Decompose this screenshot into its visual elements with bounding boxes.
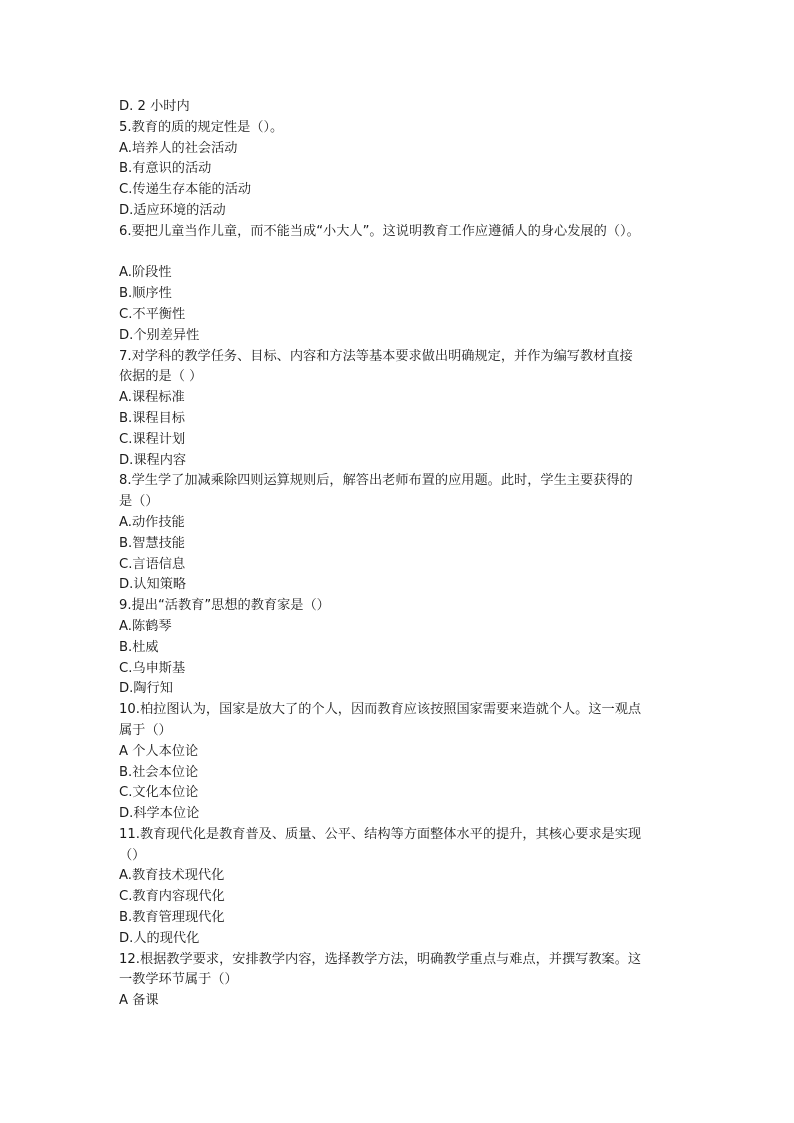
question-10-cont: 属于（） xyxy=(119,722,172,738)
option-line: D.陶行知 xyxy=(119,681,173,697)
option-line: A.课程标准 xyxy=(119,390,185,406)
question-12-cont: 一教学环节属于（） xyxy=(119,972,238,988)
question-7: 7.对学科的教学任务、目标、内容和方法等基本要求做出明确规定，并作为编写教材直接 xyxy=(119,348,633,364)
question-8: 8.学生学了加减乘除四则运算规则后，解答出老师布置的应用题。此时，学生主要获得的 xyxy=(119,473,633,489)
option-line: A.培养人的社会活动 xyxy=(119,140,238,156)
option-line: C.不平衡性 xyxy=(119,306,186,322)
question-5: 5.教育的质的规定性是（）。 xyxy=(119,119,284,135)
option-line: D.科学本位论 xyxy=(119,806,200,822)
option-line: C.言语信息 xyxy=(119,556,186,572)
option-line: B.课程目标 xyxy=(119,410,185,426)
question-10: 10.柏拉图认为，国家是放大了的个人，因而教育应该按照国家需要来造就个人。这一观点 xyxy=(119,702,642,718)
question-9: 9.提出“活教育”思想的教育家是（） xyxy=(119,598,330,614)
option-line: A 备课 xyxy=(119,993,159,1009)
question-12: 12.根据教学要求，安排教学内容，选择教学方法，明确教学重点与难点，并撰写教案。这 xyxy=(119,951,642,967)
option-line: C.课程计划 xyxy=(119,431,186,447)
option-line: C.传递生存本能的活动 xyxy=(119,182,252,198)
option-line: D.认知策略 xyxy=(119,577,187,593)
option-line: A.动作技能 xyxy=(119,514,185,530)
question-11-cont: （） xyxy=(119,847,146,863)
option-line: C.文化本位论 xyxy=(119,785,199,801)
option-line: B.智慧技能 xyxy=(119,535,185,551)
option-line: D.适应环境的活动 xyxy=(119,202,226,218)
option-line: B.教育管理现代化 xyxy=(119,910,225,926)
option-line: A.陈鹤琴 xyxy=(119,618,172,634)
option-line: B.有意识的活动 xyxy=(119,161,212,177)
option-line: D.个别差异性 xyxy=(119,327,200,343)
question-11: 11.教育现代化是教育普及、质量、公平、结构等方面整体水平的提升，其核心要求是实现 xyxy=(119,826,642,842)
option-line: D. 2 小时内 xyxy=(119,99,190,114)
option-line: C.教育内容现代化 xyxy=(119,889,225,905)
option-line: D.课程内容 xyxy=(119,452,187,468)
question-7-cont: 依据的是（ ） xyxy=(119,369,203,385)
question-8-cont: 是（） xyxy=(119,494,159,510)
document-body xyxy=(119,97,679,1012)
option-line: C.乌申斯基 xyxy=(119,660,186,676)
option-line: A 个人本位论 xyxy=(119,743,199,759)
option-line: A.教育技术现代化 xyxy=(119,868,225,884)
option-line: B.社会本位论 xyxy=(119,764,199,780)
option-line: B.杜威 xyxy=(119,639,159,655)
option-line: A.阶段性 xyxy=(119,265,172,281)
question-6: 6.要把儿童当作儿童，而不能当成“小大人”。这说明教育工作应遵循人的身心发展的（）。 xyxy=(119,223,640,239)
option-line: B.顺序性 xyxy=(119,286,172,302)
option-line: D.人的现代化 xyxy=(119,930,200,946)
